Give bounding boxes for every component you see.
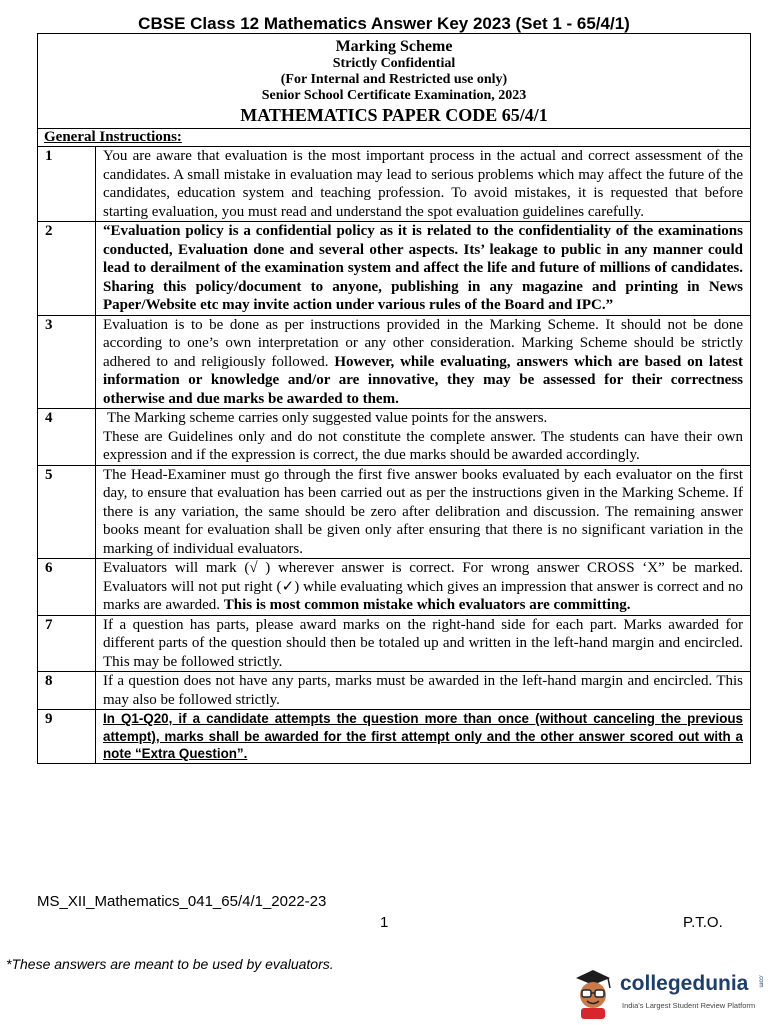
instruction-bold-text: This is most common mistake which evaluators are committing.	[223, 597, 631, 613]
header-exam: Senior School Certificate Examination, 2023	[261, 88, 527, 103]
instruction-row	[38, 147, 751, 222]
instruction-row	[38, 559, 751, 616]
instruction-row	[38, 409, 751, 466]
brand-name: collegedunia	[620, 972, 749, 995]
instruction-text: Evaluation is to be done as per instructions provided in the Marking Scheme. It should not be done according to one’s own interpretation or any other consideration. Marking Scheme should be strictly adhered to and religiously followed.	[103, 316, 743, 370]
header-confidential: Strictly Confidential	[332, 56, 456, 71]
instruction-text: In Q1-Q20, if a candidate attempts the question more than once (without canceling the previous attempt), marks shall be awarded for the first attempt only and the other answer scored out with a note “Extra Question”.	[96, 710, 751, 764]
instruction-number: 6	[38, 559, 96, 616]
instruction-text: Evaluators will mark (√ ) wherever answer is correct. For wrong answer CROSS ‘X” be marked. Evaluators will not put right (✓) while evaluating which gives an impression that answer is correct and no marks are awarded.	[103, 560, 743, 613]
instruction-row	[38, 222, 751, 316]
instruction-cell	[96, 409, 751, 466]
header-title: Marking Scheme	[335, 38, 453, 55]
instruction-row	[38, 315, 751, 409]
document-code: MS_XII_Mathematics_041_65/4/1_2022-23	[37, 893, 327, 910]
instruction-cell	[96, 559, 751, 616]
instruction-number: 4	[38, 409, 96, 466]
header-paper-code: MATHEMATICS PAPER CODE 65/4/1	[240, 105, 548, 125]
instruction-text: If a question has parts, please award marks on the right-hand side for each part. Marks awarded for different parts of the question should then be totaled up and written in the left-hand margin and encircled. This may be followed strictly.	[96, 615, 751, 672]
instruction-text: You are aware that evaluation is the most important process in the actual and correct assessment of the candidates. A small mistake in evaluation may lead to serious problems which may affect the future of the candidates, education system and teaching profession. To avoid mistakes, it is requested that before starting evaluation, you must read and understand the spot evaluation guidelines carefully.	[96, 147, 751, 222]
brand-domain: .com	[757, 974, 764, 988]
pto-label: P.T.O.	[683, 914, 723, 931]
instruction-first-line: The Marking scheme carries only suggested value points for the answers.	[107, 410, 548, 426]
instruction-text: These are Guidelines only and do not constitute the complete answer. The students can have their own expression and if the expression is correct, the due marks should be awarded accordingly.	[103, 428, 743, 463]
general-instructions-label: General Instructions:	[38, 129, 751, 147]
instruction-cell	[96, 315, 751, 409]
instruction-text: If a question does not have any parts, marks must be awarded in the left-hand margin and encircled. This may also be followed strictly.	[96, 672, 751, 710]
collegedunia-logo[interactable]	[568, 966, 764, 1020]
mascot-owl-icon	[568, 966, 618, 1020]
instruction-number: 5	[38, 465, 96, 559]
marking-scheme-header	[38, 34, 751, 129]
instruction-number: 8	[38, 672, 96, 710]
instruction-row	[38, 672, 751, 710]
instruction-number: 3	[38, 315, 96, 409]
instruction-number: 9	[38, 710, 96, 764]
marking-scheme-table	[37, 33, 751, 764]
instruction-number: 2	[38, 222, 96, 316]
instruction-text: The Head-Examiner must go through the first five answer books evaluated by each evaluator on the first day, to ensure that evaluation has been carried out as per the instructions given in the Marking Scheme. If there is any variation, the same should be zero after delibration and discussion. The remaining answer books meant for evaluation shall be given only after ensuring that there is no significant variation in the marking of individual evaluators.	[96, 465, 751, 559]
page-number: 1	[380, 914, 389, 931]
instruction-bold-text: However, while evaluating, answers which are based on latest information or knowledge and/or are innovative, they may be assessed for their correctness otherwise and due marks be awarded to them.	[103, 353, 743, 407]
brand-tagline: India's Largest Student Review Platform	[622, 1001, 756, 1010]
instruction-number: 1	[38, 147, 96, 222]
instruction-row	[38, 615, 751, 672]
header-restricted: (For Internal and Restricted use only)	[280, 72, 508, 87]
instruction-row	[38, 465, 751, 559]
evaluator-note: *These answers are meant to be used by evaluators.	[6, 956, 334, 972]
page-title: CBSE Class 12 Mathematics Answer Key 2023 (Set 1 - 65/4/1)	[138, 14, 630, 33]
instruction-row	[38, 710, 751, 764]
instruction-number: 7	[38, 615, 96, 672]
instruction-text: “Evaluation policy is a confidential policy as it is related to the confidentiality of the examinations conducted, Evaluation done and several other aspects. Its’ leakage to public in any manner could lead to derailment of the examination system and affect the life and future of millions of candidates. Sharing this policy/document to anyone, publishing in any magazine and printing in News Paper/Website etc may invite action under various rules of the Board and IPC.”	[96, 222, 751, 316]
